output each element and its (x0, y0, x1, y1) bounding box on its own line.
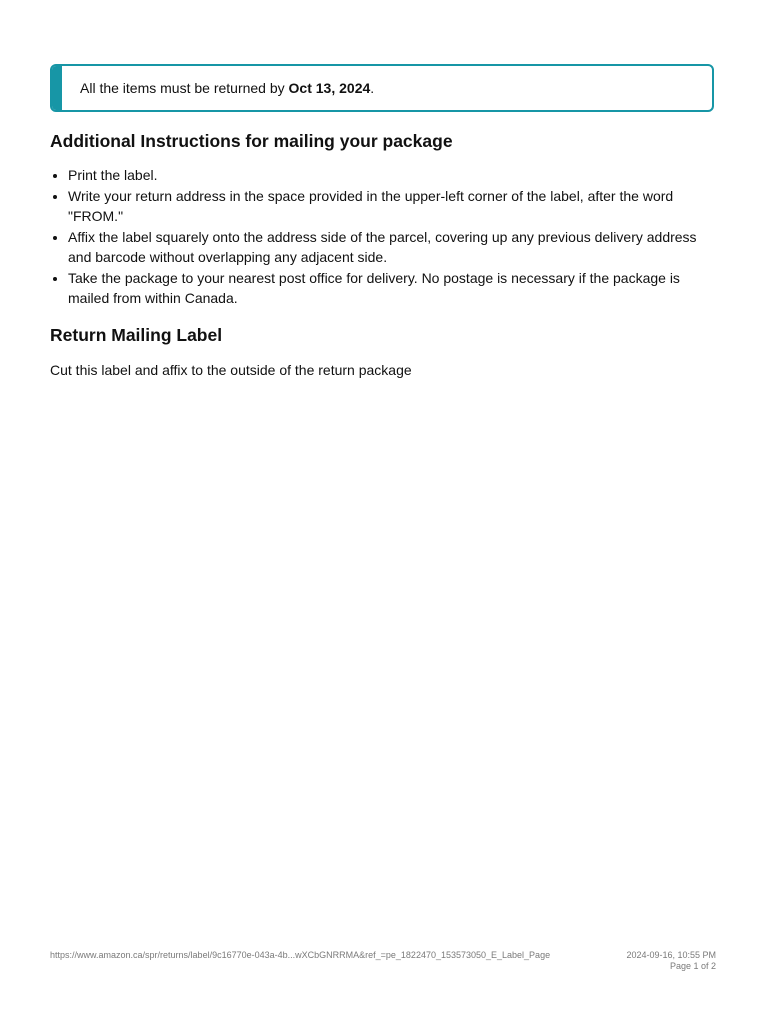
return-deadline-date: Oct 13, 2024 (288, 80, 371, 96)
footer-url: https://www.amazon.ca/spr/returns/label/9c16770e-043a-4b...wXCbGNRRMA&ref_=pe_1822470_153573050_E_Label_Page (50, 950, 551, 960)
return-label-heading: Return Mailing Label (50, 325, 223, 345)
instruction-item: • Print the label. (68, 165, 718, 186)
instruction-item: • Write your return address in the space provided in the upper-left corner of the label, after the word "FROM." (68, 186, 718, 227)
notice-text (80, 78, 374, 98)
print-timestamp: 2024-09-16, 10:55 PM (626, 950, 716, 960)
instructions-heading: Additional Instructions for mailing your package (50, 131, 453, 151)
page-number: Page 1 of 2 (669, 961, 716, 971)
notice-accent-bar (52, 66, 62, 110)
return-deadline-notice (50, 64, 714, 112)
instructions-list (50, 165, 718, 309)
instruction-item: • Take the package to your nearest post office for delivery. No postage is necessary if the package is mailed from within Canada. (68, 268, 718, 309)
footer-meta (626, 950, 716, 972)
return-label-caption: Cut this label and affix to the outside of the return package (50, 362, 412, 378)
instruction-item: • Affix the label squarely onto the address side of the parcel, covering up any previous delivery address and barcode without overlapping any adjacent side. (68, 227, 718, 268)
notice-prefix: All the items must be returned by (80, 80, 289, 96)
notice-suffix: . (370, 80, 375, 96)
